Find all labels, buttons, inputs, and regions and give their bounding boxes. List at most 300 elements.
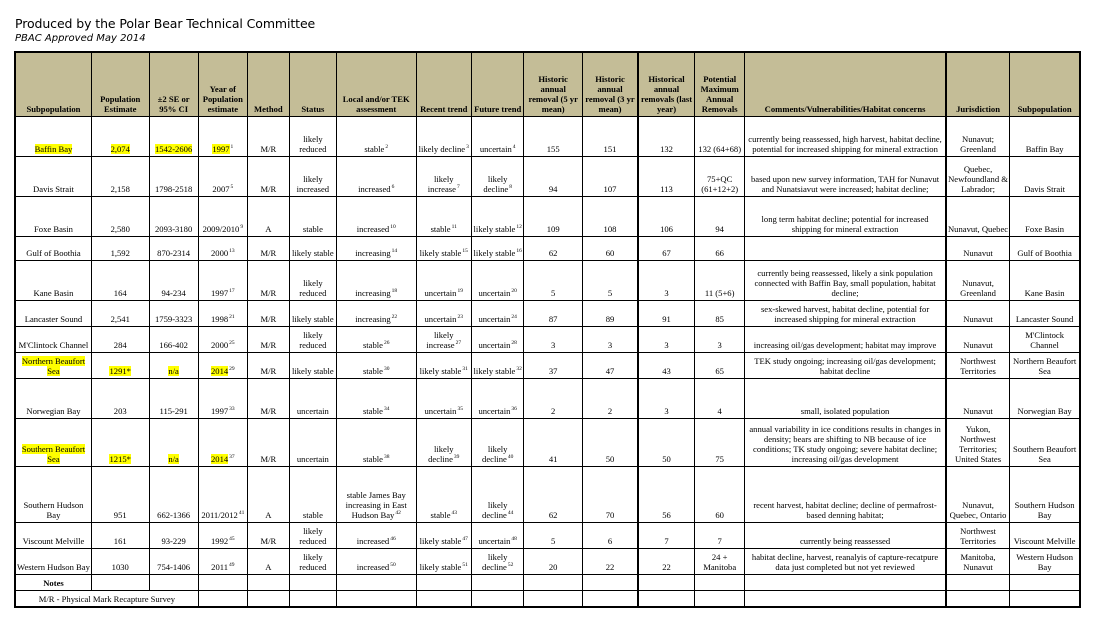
cell-ci: [149, 157, 198, 197]
empty-cell: [472, 575, 524, 591]
cell-subpopulation: [15, 523, 91, 549]
cell-tek-assessment: [336, 419, 416, 467]
empty-cell: [247, 591, 289, 608]
cell-jurisdiction: [946, 197, 1010, 237]
cell-year-text: 2000: [210, 248, 229, 258]
cell-comments: [745, 419, 946, 467]
cell-jurisdiction: [946, 157, 1010, 197]
cell-population-estimate-text: 951: [113, 510, 127, 520]
cell-comments-text: increasing oil/gas development; habitat may improve: [753, 340, 937, 350]
cell-ci-text: 1542-2606: [155, 144, 193, 154]
empty-cell: [695, 575, 745, 591]
cell-future-trend-text: uncertain: [478, 536, 511, 546]
cell-removal-last-year-text: 132: [660, 144, 673, 154]
cell-removal-5yr-text: 62: [548, 248, 558, 258]
cell-tek-assessment-text: increased: [356, 562, 390, 572]
header-row: [15, 52, 1080, 117]
cell-removal-last-year-text: 3: [664, 406, 669, 416]
cell-method: [247, 467, 289, 523]
cell-removal-3yr: [583, 353, 639, 379]
cell-status: [289, 327, 336, 353]
cell-future-trend: [472, 467, 524, 523]
cell-jurisdiction: [946, 379, 1010, 419]
cell-max-removals-text: 7: [717, 536, 722, 546]
cell-recent-trend: [416, 467, 472, 523]
cell-year-text: 1997: [210, 406, 229, 416]
header-status: Status: [289, 52, 336, 117]
cell-future-trend-text: likely stable: [473, 366, 516, 376]
cell-removal-last-year-text: 3: [664, 340, 669, 350]
cell-population-estimate: [91, 197, 149, 237]
footnote-ref: 30: [383, 366, 390, 372]
cell-subpopulation: [15, 117, 91, 157]
cell-year-text: 2014: [210, 366, 229, 376]
header-method: Method: [247, 52, 289, 117]
cell-ci: [149, 197, 198, 237]
footnote-ref: 36: [511, 406, 517, 412]
cell-subpopulation: [15, 197, 91, 237]
footnote-ref: 26: [383, 340, 390, 346]
cell-jurisdiction: [946, 523, 1010, 549]
footnote-ref: 3: [466, 144, 469, 150]
cell-ci-text: 93-229: [161, 536, 186, 546]
cell-method-text: A: [265, 510, 272, 520]
cell-removal-last-year-text: 3: [664, 288, 669, 298]
cell-max-removals: [695, 327, 745, 353]
cell-method-text: M/R: [260, 184, 277, 194]
footnote-ref: 46: [390, 536, 396, 542]
footnote-ref: 39: [453, 454, 460, 460]
empty-cell: [198, 575, 247, 591]
cell-removal-5yr: [524, 301, 583, 327]
cell-removal-5yr: [524, 197, 583, 237]
cell-max-removals: [695, 549, 745, 575]
cell-removal-3yr-text: 5: [607, 288, 613, 298]
cell-max-removals: [695, 157, 745, 197]
cell-method-text: M/R: [260, 340, 277, 350]
cell-ci: [149, 237, 198, 261]
empty-cell: [946, 575, 1010, 591]
cell-tek-assessment: [336, 157, 416, 197]
cell-removal-3yr: [583, 117, 639, 157]
empty-cell: [289, 591, 336, 608]
cell-population-estimate: [91, 327, 149, 353]
empty-cell: [247, 575, 289, 591]
cell-max-removals-text: 132 (64+68): [698, 144, 742, 154]
footnote-ref: 9: [240, 224, 244, 230]
cell-population-estimate-text: 164: [113, 288, 127, 298]
footnote-ref: 10: [390, 224, 396, 230]
header-subpopulation-right: Subpopulation: [1010, 52, 1080, 117]
cell-comments-text: TEK study ongoing; increasing oil/gas development; habitat decline: [754, 356, 936, 376]
cell-jurisdiction-text: Nunavut: [963, 248, 993, 258]
cell-year-text: 2009/2010: [202, 224, 240, 234]
cell-future-trend: [472, 353, 524, 379]
footnote-ref: 43: [451, 510, 458, 516]
cell-subpopulation-right: [1010, 549, 1080, 575]
cell-recent-trend: [416, 261, 472, 301]
cell-year: [198, 117, 247, 157]
cell-max-removals-text: 85: [715, 314, 724, 324]
cell-removal-last-year-text: 113: [660, 184, 673, 194]
cell-subpopulation: [15, 419, 91, 467]
cell-status: [289, 419, 336, 467]
cell-removal-5yr-text: 2: [551, 406, 556, 416]
cell-subpopulation-right-text: Southern Hudson Bay: [1014, 500, 1075, 520]
cell-comments-text: recent harvest, habitat decline; decline of permafrost-based denning habitat;: [753, 500, 937, 520]
footnote-ref: 24: [511, 314, 517, 320]
cell-comments: [745, 353, 946, 379]
cell-subpopulation-text: Foxe Basin: [34, 224, 73, 234]
cell-recent-trend-text: stable: [430, 510, 451, 520]
cell-year-text: 2011: [211, 562, 229, 572]
cell-jurisdiction: [946, 419, 1010, 467]
cell-removal-5yr-text: 37: [548, 366, 558, 376]
cell-recent-trend: [416, 549, 472, 575]
cell-subpopulation-right-text: Kane Basin: [1024, 288, 1065, 298]
cell-subpopulation: [15, 379, 91, 419]
cell-max-removals: [695, 419, 745, 467]
cell-future-trend-text: uncertain: [478, 406, 511, 416]
cell-tek-assessment: [336, 301, 416, 327]
header-removal-last-year: Historical annual removals (last year): [638, 52, 695, 117]
cell-year: [198, 157, 247, 197]
cell-population-estimate: [91, 237, 149, 261]
cell-recent-trend-text: likely stable: [419, 562, 462, 572]
cell-ci: [149, 117, 198, 157]
cell-future-trend: [472, 237, 524, 261]
cell-max-removals-text: 66: [715, 248, 724, 258]
cell-removal-5yr: [524, 157, 583, 197]
cell-year-text: 2011/2012: [201, 510, 238, 520]
cell-population-estimate-text: 161: [113, 536, 127, 546]
cell-method-text: A: [265, 562, 272, 572]
footnote-ref: 51: [462, 562, 468, 568]
header-comments: Comments/Vulnerabilities/Habitat concerns: [745, 52, 946, 117]
cell-removal-3yr: [583, 261, 639, 301]
cell-comments-text: based upon new survey information, TAH for Nunavut and Nunatsiavut were increased; habitat decline;: [750, 174, 940, 194]
empty-cell: [198, 591, 247, 608]
cell-tek-assessment-text: stable James Bay increasing in East Hudson Bay: [345, 490, 407, 520]
cell-max-removals-text: 4: [717, 406, 722, 416]
cell-recent-trend: [416, 237, 472, 261]
cell-population-estimate: [91, 523, 149, 549]
footnote-ref: 14: [391, 248, 398, 254]
cell-future-trend-text: likely decline: [482, 552, 508, 572]
cell-status: [289, 261, 336, 301]
cell-status: [289, 523, 336, 549]
cell-tek-assessment: [336, 117, 416, 157]
cell-tek-assessment: [336, 197, 416, 237]
cell-max-removals-text: 75+QC (61+12+2): [701, 174, 739, 194]
cell-status: [289, 117, 336, 157]
cell-max-removals: [695, 237, 745, 261]
table-row: [15, 237, 1080, 261]
table-row: [15, 379, 1080, 419]
cell-removal-5yr: [524, 549, 583, 575]
cell-status-text: likely stable: [291, 314, 334, 324]
footnote-ref: 16: [516, 248, 522, 254]
cell-max-removals: [695, 379, 745, 419]
cell-method-text: A: [265, 224, 272, 234]
footnote-ref: 8: [509, 184, 512, 190]
cell-removal-5yr-text: 5: [551, 536, 556, 546]
cell-population-estimate-text: 1291*: [109, 366, 131, 376]
cell-subpopulation-text: Kane Basin: [33, 288, 74, 298]
cell-population-estimate-text: 2,158: [110, 184, 130, 194]
header-max-removals: Potential Maximum Annual Removals: [695, 52, 745, 117]
footnote-ref: 35: [457, 406, 463, 412]
cell-population-estimate-text: 284: [113, 340, 127, 350]
cell-removal-last-year-text: 7: [664, 536, 669, 546]
cell-year-text: 2007: [212, 184, 230, 194]
cell-ci-text: 754-1406: [157, 562, 191, 572]
cell-subpopulation-right-text: Baffin Bay: [1025, 144, 1064, 154]
cell-future-trend: [472, 379, 524, 419]
empty-cell: [416, 591, 472, 608]
footnote-ref: 31: [462, 366, 468, 372]
cell-tek-assessment-text: stable: [362, 454, 383, 464]
cell-population-estimate: [91, 379, 149, 419]
cell-subpopulation-right: [1010, 197, 1080, 237]
cell-method: [247, 197, 289, 237]
cell-method-text: M/R: [260, 536, 277, 546]
cell-ci: [149, 327, 198, 353]
cell-removal-3yr: [583, 157, 639, 197]
notes-row: [15, 575, 1080, 591]
cell-removal-last-year-text: 67: [662, 248, 671, 258]
cell-subpopulation-right-text: Western Hudson Bay: [1016, 552, 1074, 572]
cell-removal-5yr: [524, 353, 583, 379]
footnote-ref: 13: [229, 248, 235, 254]
empty-cell: [336, 575, 416, 591]
cell-removal-3yr: [583, 419, 639, 467]
cell-comments-text: long term habitat decline; potential for increased shipping for mineral extraction: [761, 214, 929, 234]
cell-recent-trend-text: likely decline: [418, 144, 466, 154]
cell-jurisdiction-text: Nunavut: [963, 340, 993, 350]
cell-status: [289, 467, 336, 523]
footnote-ref: 27: [455, 340, 462, 346]
cell-method: [247, 523, 289, 549]
empty-cell: [472, 591, 524, 608]
cell-comments: [745, 301, 946, 327]
footnote-ref: 18: [391, 288, 398, 294]
cell-ci: [149, 261, 198, 301]
cell-tek-assessment: [336, 327, 416, 353]
cell-comments: [745, 237, 946, 261]
cell-year: [198, 419, 247, 467]
cell-jurisdiction-text: Manitoba, Nunavut: [960, 552, 996, 572]
cell-jurisdiction-text: Nunavut; Greenland: [960, 134, 996, 154]
cell-future-trend-text: uncertain: [479, 144, 512, 154]
cell-recent-trend-text: likely increase: [427, 174, 456, 194]
cell-subpopulation-right-text: Southern Beaufort Sea: [1012, 444, 1077, 464]
cell-subpopulation-text: Baffin Bay: [34, 144, 73, 154]
footnote-ref: 4: [512, 144, 516, 150]
cell-future-trend: [472, 301, 524, 327]
footnote-ref: 25: [229, 340, 235, 346]
cell-population-estimate-text: 1,592: [110, 248, 130, 258]
cell-future-trend: [472, 327, 524, 353]
cell-subpopulation-right-text: Foxe Basin: [1025, 224, 1065, 234]
cell-subpopulation: [15, 301, 91, 327]
empty-cell: [1010, 575, 1080, 591]
header-year: Year of Population estimate: [198, 52, 247, 117]
footnote-ref: 44: [507, 510, 514, 516]
cell-method: [247, 327, 289, 353]
cell-removal-3yr-text: 107: [603, 184, 617, 194]
cell-max-removals: [695, 523, 745, 549]
footnote-ref: 33: [229, 406, 235, 412]
header-recent-trend: Recent trend: [416, 52, 472, 117]
cell-max-removals: [695, 117, 745, 157]
cell-removal-3yr-text: 22: [605, 562, 615, 572]
cell-ci: [149, 301, 198, 327]
cell-status-text: likely reduced: [299, 278, 327, 298]
cell-subpopulation-right: [1010, 419, 1080, 467]
cell-removal-last-year-text: 43: [662, 366, 671, 376]
cell-population-estimate-text: 1215*: [109, 454, 131, 464]
cell-removal-3yr: [583, 197, 639, 237]
cell-tek-assessment-text: stable: [364, 144, 385, 154]
cell-year: [198, 327, 247, 353]
footnote-ref: 7: [456, 184, 460, 190]
cell-recent-trend-text: uncertain: [424, 406, 457, 416]
cell-future-trend-text: likely decline: [482, 444, 508, 464]
cell-jurisdiction: [946, 237, 1010, 261]
cell-removal-3yr-text: 2: [607, 406, 613, 416]
cell-jurisdiction: [946, 353, 1010, 379]
empty-cell: [946, 591, 1010, 608]
cell-removal-3yr-text: 89: [605, 314, 615, 324]
cell-removal-3yr-text: 70: [605, 510, 615, 520]
cell-population-estimate: [91, 261, 149, 301]
cell-population-estimate: [91, 549, 149, 575]
cell-max-removals-text: 65: [715, 366, 724, 376]
cell-removal-3yr: [583, 301, 639, 327]
document-subtitle: PBAC Approved May 2014: [15, 33, 146, 44]
cell-max-removals-text: 94: [715, 224, 724, 234]
cell-jurisdiction-text: Northwest Territories: [960, 526, 996, 546]
cell-removal-5yr-text: 20: [548, 562, 558, 572]
cell-status-text: stable: [302, 510, 323, 520]
cell-year: [198, 353, 247, 379]
empty-cell: [745, 591, 946, 608]
cell-status: [289, 379, 336, 419]
cell-future-trend: [472, 117, 524, 157]
cell-future-trend-text: likely stable: [473, 224, 516, 234]
cell-population-estimate-text: 2,580: [110, 224, 130, 234]
empty-cell: [91, 575, 149, 591]
cell-tek-assessment-text: increased: [356, 224, 390, 234]
footnote-ref: 38: [383, 454, 390, 460]
cell-removal-last-year-text: 50: [662, 454, 671, 464]
cell-removal-5yr-text: 109: [546, 224, 560, 234]
cell-max-removals-text: 11 (5+6): [704, 288, 735, 298]
cell-status-text: likely reduced: [299, 526, 327, 546]
cell-removal-last-year: [638, 353, 695, 379]
cell-jurisdiction-text: Nunavut, Greenland: [960, 278, 996, 298]
cell-jurisdiction: [946, 467, 1010, 523]
cell-removal-last-year: [638, 523, 695, 549]
header-population-estimate: Population Estimate: [91, 52, 149, 117]
cell-removal-last-year-text: 91: [662, 314, 671, 324]
cell-method-text: M/R: [260, 288, 277, 298]
cell-recent-trend-text: likely stable: [419, 366, 462, 376]
empty-cell: [336, 591, 416, 608]
cell-status-text: likely reduced: [299, 552, 327, 572]
footnote-ref: 2: [385, 144, 389, 150]
empty-cell: [583, 591, 639, 608]
cell-comments-text: currently being reassessed, likely a sink population connected with Baffin Bay, small population, habitat decline;: [754, 268, 936, 298]
table-row: [15, 467, 1080, 523]
cell-subpopulation-text: Norwegian Bay: [26, 406, 81, 416]
cell-jurisdiction: [946, 117, 1010, 157]
cell-removal-last-year: [638, 327, 695, 353]
cell-status: [289, 157, 336, 197]
cell-subpopulation-right: [1010, 117, 1080, 157]
cell-comments: [745, 523, 946, 549]
cell-recent-trend-text: uncertain: [424, 288, 457, 298]
cell-removal-3yr: [583, 327, 639, 353]
cell-method-text: M/R: [260, 366, 277, 376]
cell-tek-assessment: [336, 379, 416, 419]
header-future-trend: Future trend: [472, 52, 524, 117]
table-row: [15, 549, 1080, 575]
footnote-ref: 21: [229, 314, 235, 320]
cell-status-text: stable: [302, 224, 323, 234]
cell-jurisdiction: [946, 549, 1010, 575]
notes-label: Notes: [15, 575, 91, 591]
cell-method: [247, 237, 289, 261]
empty-cell: [289, 575, 336, 591]
cell-recent-trend-text: likely increase: [426, 330, 455, 350]
header-subpopulation: Subpopulation: [15, 52, 91, 117]
cell-subpopulation-text: Western Hudson Bay: [17, 562, 90, 572]
cell-subpopulation-right-text: M'Clintock Channel: [1025, 330, 1064, 350]
cell-population-estimate: [91, 117, 149, 157]
cell-comments: [745, 261, 946, 301]
cell-status: [289, 237, 336, 261]
footnote-ref: 49: [229, 562, 235, 568]
cell-ci-text: 870-2314: [157, 248, 191, 258]
footnote-ref: 29: [229, 366, 235, 372]
cell-comments: [745, 467, 946, 523]
cell-subpopulation-right-text: Norwegian Bay: [1017, 406, 1072, 416]
cell-method-text: M/R: [260, 406, 277, 416]
cell-status: [289, 301, 336, 327]
cell-ci-text: n/a: [168, 366, 179, 376]
cell-comments-text: currently being reassessed, high harvest, habitat decline, potential for increased shipping for mineral extraction: [748, 134, 942, 154]
footnote-ref: 1: [230, 144, 234, 150]
cell-removal-5yr: [524, 523, 583, 549]
cell-population-estimate: [91, 467, 149, 523]
footnote-ref: 45: [229, 536, 235, 542]
cell-removal-3yr: [583, 379, 639, 419]
cell-tek-assessment-text: increasing: [355, 288, 391, 298]
cell-comments-text: annual variability in ice conditions results in changes in density; bears are shifting to NB because of ice conditions; TK study ongoing; severe habitat decline; increasing oil/gas development: [749, 424, 941, 464]
cell-future-trend: [472, 197, 524, 237]
footnote-ref: 23: [457, 314, 463, 320]
cell-subpopulation-right: [1010, 237, 1080, 261]
cell-year: [198, 467, 247, 523]
cell-removal-5yr-text: 41: [548, 454, 558, 464]
cell-tek-assessment: [336, 261, 416, 301]
cell-population-estimate: [91, 353, 149, 379]
cell-jurisdiction-text: Yukon, Northwest Territories; United States: [954, 424, 1002, 464]
footnote-ref: 37: [229, 454, 235, 460]
cell-method: [247, 549, 289, 575]
